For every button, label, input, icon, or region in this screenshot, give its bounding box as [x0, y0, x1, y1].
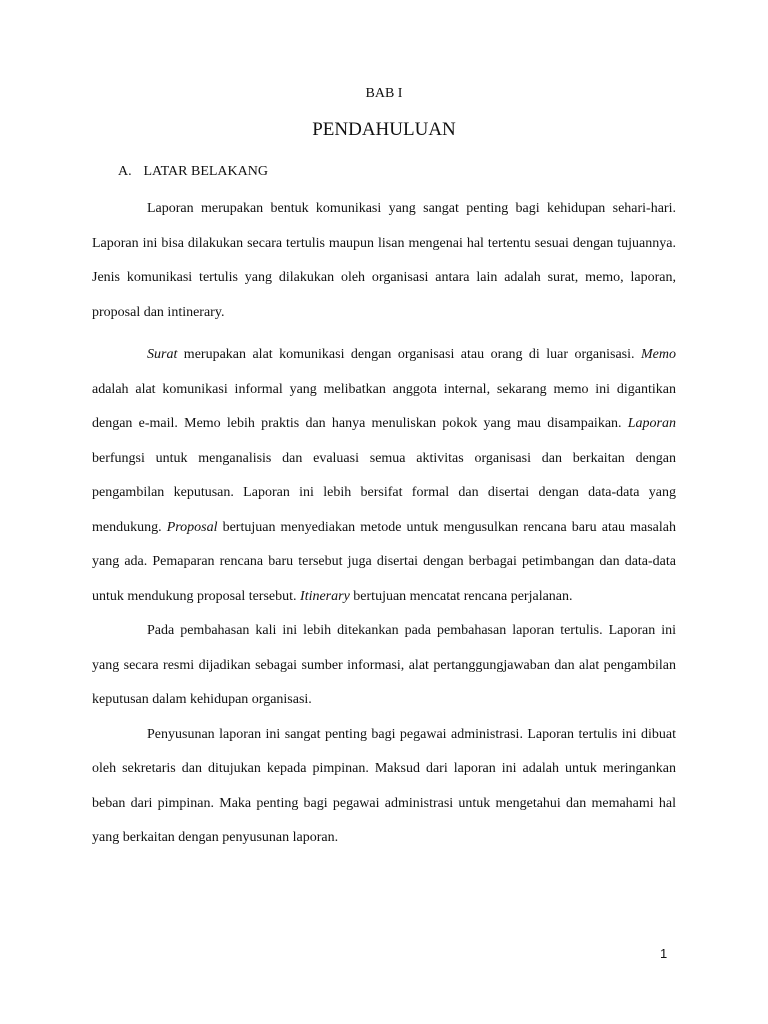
term-memo: Memo: [641, 347, 676, 362]
paragraph-4: Penyusunan laporan ini sangat penting bagi pegawai administrasi. Laporan tertulis ini dibuat oleh sekretaris dan ditujukan kepada pimpinan. Maksud dari laporan ini adalah untuk meringankan beban dari pimpinan. Maka penting bagi pegawai administrasi untuk mengetahui dan memahami hal yang berkaitan dengan penyusunan laporan.: [92, 726, 676, 845]
section-number: A.: [118, 164, 132, 179]
paragraph-2-text-c: berfungsi untuk menganalisis dan evaluasi semua aktivitas organisasi dan berkaitan dengan pengambilan keputusan. Laporan ini lebih bersifat formal dan disertai dengan data-data yang mendukung.: [92, 450, 676, 535]
page-number: 1: [660, 946, 668, 961]
body-text: [92, 192, 676, 856]
paragraph-2: [92, 338, 676, 614]
section-heading: [118, 164, 268, 180]
chapter-title: PENDAHULUAN: [312, 119, 456, 140]
term-itinerary: Itinerary: [300, 588, 350, 604]
term-proposal: Proposal: [166, 519, 218, 535]
chapter-label: BAB I: [365, 86, 403, 101]
paragraph-2-text-b: adalah alat komunikasi informal yang melibatkan anggota internal, sekarang memo ini digantikan dengan e-mail. Memo lebih praktis dan hanya menuliskan pokok yang mau disampaikan.: [92, 381, 676, 431]
paragraph-2-text-d: bertujuan menyediakan metode untuk mengusulkan rencana baru atau masalah yang ada. Pemaparan rencana baru tersebut juga disertai dengan berbagai petimbangan dan data-data untuk mendukung proposal tersebut.: [92, 519, 676, 604]
term-surat: Surat: [147, 347, 178, 362]
paragraph-2-text-a: merupakan alat komunikasi dengan organisasi atau orang di luar organisasi.: [177, 347, 641, 362]
paragraph-2-text-e: bertujuan mencatat rencana perjalanan.: [349, 588, 573, 604]
paragraph-1: Laporan merupakan bentuk komunikasi yang sangat penting bagi kehidupan sehari-hari. Laporan ini bisa dilakukan secara tertulis maupun lisan mengenai hal tertentu sesuai dengan tujuannya. Jenis komunikasi tertulis yang dilakukan oleh organisasi antara lain adalah surat, memo, laporan, proposal dan intinerary.: [92, 201, 676, 320]
section-title: LATAR BELAKANG: [143, 164, 268, 179]
term-laporan: Laporan: [627, 416, 676, 431]
paragraph-3: Pada pembahasan kali ini lebih ditekankan pada pembahasan laporan tertulis. Laporan ini yang secara resmi dijadikan sebagai sumber informasi, alat pertanggungjawaban dan alat pengambilan keputusan dalam kehidupan organisasi.: [92, 623, 676, 707]
